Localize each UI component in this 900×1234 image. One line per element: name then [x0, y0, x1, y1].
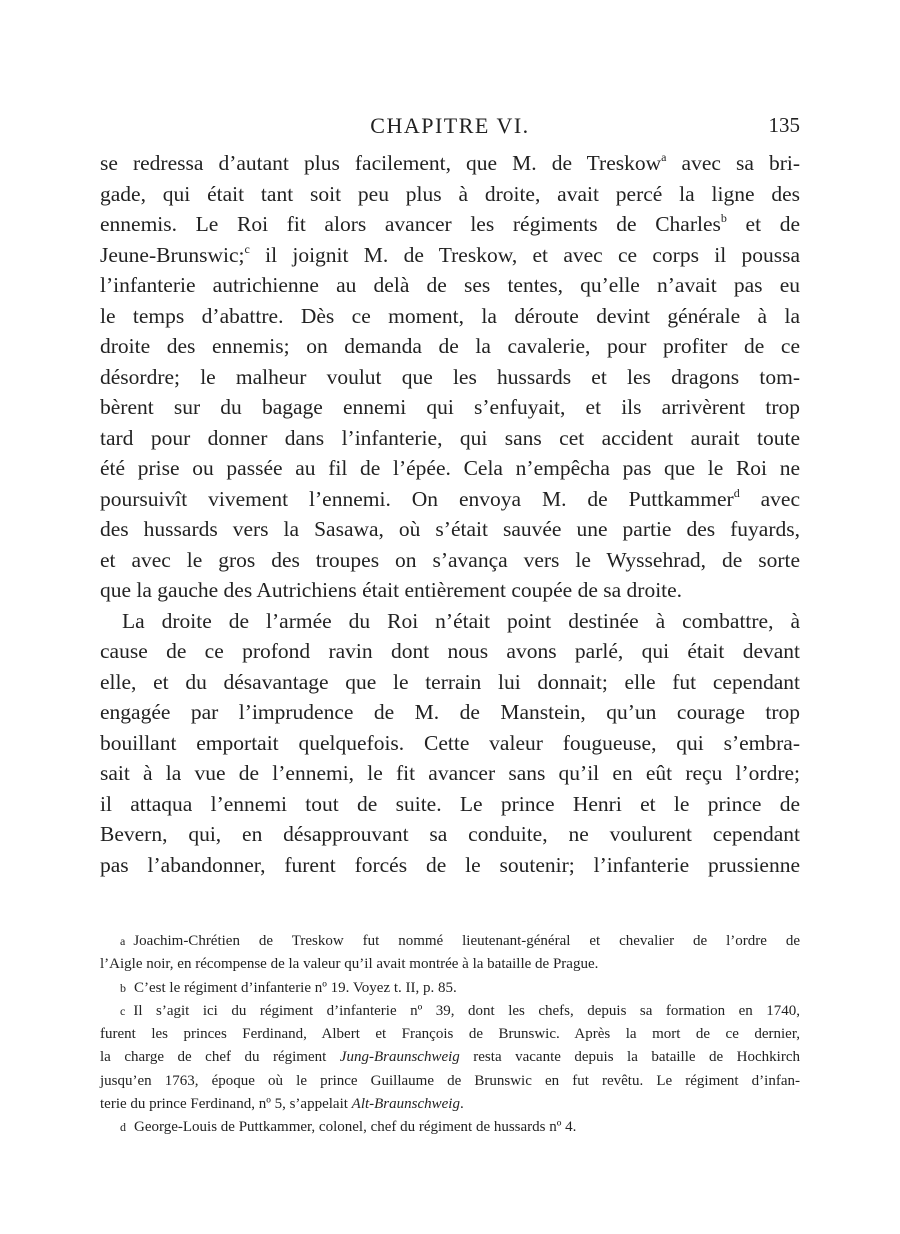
- text-line: poursuivît vivement l’ennemi. On envoya M. de Puttkammer$^d$ avec: [100, 485, 800, 511]
- text-line: ennemis. Le Roi fit alors avancer les régiments de Charles$^b$ et de: [100, 211, 800, 236]
- text-line: désordre; le malheur voulut que les hussards et les dragons tom-: [100, 364, 800, 389]
- regiment-name: Alt-Braunschweig: [351, 1096, 460, 1113]
- text-line: elle, et du désavantage que le terrain lui donnait; elle fut cependant: [100, 669, 800, 694]
- footnote-ref-b: b: [720, 211, 727, 225]
- text-line: cause de ce profond ravin dont nous avons parlé, qui était devant: [100, 639, 800, 663]
- footnote-mark: c: [120, 1003, 126, 1018]
- footnote-ref-a: a: [661, 150, 667, 164]
- text-line: La droite de l’armée du Roi n’était point destinée à combattre, à: [122, 608, 800, 633]
- footnote-ref-c: c: [244, 241, 250, 256]
- text-line: des hussards vers la Sasawa, où s’était sauvée une partie des fuyards,: [100, 517, 800, 541]
- text-line: droite des ennemis; on demanda de la cavalerie, pour profiter de ce: [100, 334, 800, 358]
- regiment-name: Jung-Braunschweig: [339, 1049, 460, 1066]
- text-line: pas l’abandonner, furent forcés de le soutenir; l’infanterie prussienne: [100, 852, 800, 877]
- page-number: 135: [768, 113, 800, 137]
- footnote-b: b C’est le régiment d’infanterie nº 19. Voyez t. II, p. 85.: [120, 979, 457, 996]
- footnote-mark: d: [120, 1120, 126, 1135]
- footnote-c: c Il s’agit ici du régiment d’infanterie nº 39, dont les chefs, depuis sa formation en 1740, furent les princes Ferdinand, Albert et François de Brunswic. Après la mort de ce dernier, la charge de chef du régiment Jung-Braunschweig resta vacante depuis la bataille de Hochkirch jusqu’en 1763, époque où le prince Guillaume de Brunswic en fut revêtu. Le régiment d’infan- terie du prince Ferdinand, nº 5, s’appelait Alt-Braunschweig.: [100, 1002, 800, 1113]
- text-line: l’infanterie autrichienne au delà de ses tentes, qu’elle n’avait pas eu: [100, 273, 800, 297]
- text-line: il attaqua l’ennemi tout de suite. Le prince Henri et le prince de: [100, 791, 800, 816]
- paragraph-1: [100, 148, 800, 606]
- footnote-mark: b: [120, 980, 126, 995]
- text-line: bouillant emportait quelquefois. Cette valeur fougueuse, qui s’embra-: [100, 730, 800, 755]
- text-line: sait à la vue de l’ennemi, le fit avancer sans qu’il en eût reçu l’ordre;: [100, 761, 800, 785]
- text-line: se redressa d’autant plus facilement, que M. de Treskow$^a$ avec sa bri-: [100, 150, 800, 175]
- text-line: Jeune-Brunswic;$^c$ il joignit M. de Treskow, et avec ce corps il poussa: [100, 241, 800, 267]
- footnotes: [100, 930, 800, 1140]
- running-title: CHAPITRE VI.: [370, 113, 530, 138]
- main-text: [100, 148, 800, 880]
- text-line: et avec le gros des troupes on s’avança vers le Wyssehrad, de sorte: [100, 547, 800, 572]
- text-line: engagée par l’imprudence de M. de Manstein, qu’un courage trop: [100, 700, 800, 724]
- footnote-mark: a: [120, 934, 126, 948]
- paragraph-2: [100, 606, 800, 881]
- text-line: bèrent sur du bagage ennemi qui s’enfuyait, et ils arrivèrent trop: [100, 395, 800, 419]
- footnote-a: a Joachim-Chrétien de Treskow fut nommé lieutenant-général et chevalier de l’ordre de l’Aigle noir, en récompense de la valeur qu’il avait montrée à la bataille de Prague.: [100, 933, 800, 973]
- text-line: le temps d’abattre. Dès ce moment, la déroute devint générale à la: [100, 303, 800, 328]
- text-line: tard pour donner dans l’infanterie, qui sans cet accident aurait toute: [100, 425, 800, 450]
- text-line: été prise ou passée au fil de l’épée. Cela n’empêcha pas que le Roi ne: [100, 456, 800, 480]
- page-header: [100, 113, 800, 141]
- footnote-d: d George-Louis de Puttkammer, colonel, chef du régiment de hussards nº 4.: [120, 1119, 577, 1136]
- text-line: gade, qui était tant soit peu plus à droite, avait percé la ligne des: [100, 181, 800, 206]
- text-line: que la gauche des Autrichiens était entièrement coupée de sa droite.: [100, 578, 683, 602]
- footnote-ref-d: d: [733, 485, 740, 500]
- text-line: Bevern, qui, en désapprouvant sa conduite, ne voulurent cependant: [100, 822, 800, 846]
